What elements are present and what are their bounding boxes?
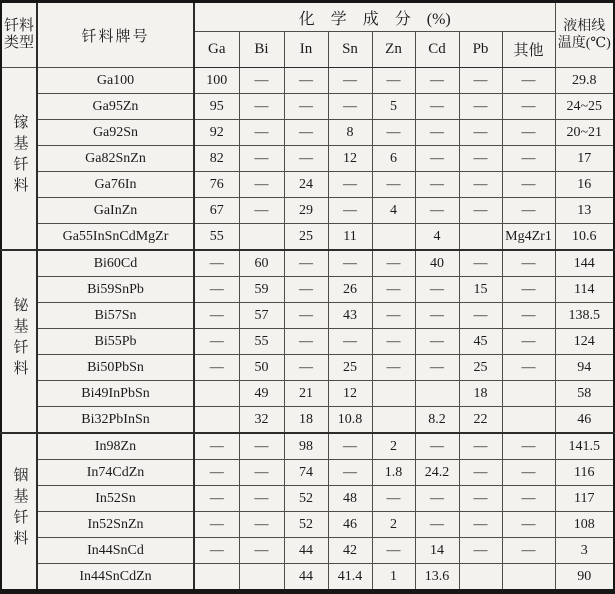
composition-cell: — [372, 120, 415, 146]
composition-cell: — [372, 277, 415, 303]
composition-cell: — [239, 68, 284, 94]
composition-cell: — [239, 172, 284, 198]
composition-cell: — [194, 486, 239, 512]
composition-cell: 25 [284, 224, 328, 251]
temp-cell: 141.5 [555, 433, 614, 460]
composition-cell: 57 [239, 303, 284, 329]
table-row [1, 381, 614, 407]
composition-cell [239, 224, 284, 251]
brand-cell: Ga82SnZn [37, 146, 194, 172]
composition-cell: — [502, 68, 555, 94]
composition-cell: — [328, 329, 372, 355]
composition-cell: 48 [328, 486, 372, 512]
brand-cell: Bi49InPbSn [37, 381, 194, 407]
composition-cell: 22 [459, 407, 502, 434]
composition-cell: — [502, 303, 555, 329]
column-header-pb: Pb [459, 32, 502, 68]
table-row [1, 303, 614, 329]
composition-cell: 50 [239, 355, 284, 381]
group-label-text: 铋基钎料 [11, 297, 28, 381]
column-header-sn: Sn [328, 32, 372, 68]
composition-cell: 67 [194, 198, 239, 224]
composition-cell: — [239, 94, 284, 120]
composition-cell: — [194, 250, 239, 277]
brand-cell: In98Zn [37, 433, 194, 460]
composition-cell: — [239, 198, 284, 224]
column-header-ga: Ga [194, 32, 239, 68]
column-header-bi: Bi [239, 32, 284, 68]
brand-cell: Bi55Pb [37, 329, 194, 355]
composition-cell [372, 407, 415, 434]
temp-cell: 108 [555, 512, 614, 538]
composition-cell: — [459, 250, 502, 277]
composition-cell: 95 [194, 94, 239, 120]
composition-cell: 100 [194, 68, 239, 94]
composition-cell: 74 [284, 460, 328, 486]
column-header-liquidus-temperature [555, 2, 614, 68]
composition-cell: Mg4Zr1 [502, 224, 555, 251]
composition-cell: — [459, 94, 502, 120]
brand-cell: Bi59SnPb [37, 277, 194, 303]
composition-cell [502, 564, 555, 592]
composition-cell: 25 [459, 355, 502, 381]
composition-cell [372, 381, 415, 407]
composition-cell: — [415, 94, 459, 120]
composition-cell [459, 224, 502, 251]
composition-cell: — [284, 146, 328, 172]
composition-cell: 76 [194, 172, 239, 198]
composition-cell: — [502, 120, 555, 146]
composition-cell: 82 [194, 146, 239, 172]
composition-cell [194, 564, 239, 592]
table-row [1, 68, 614, 94]
composition-cell: — [502, 355, 555, 381]
composition-cell: 1 [372, 564, 415, 592]
composition-cell: 45 [459, 329, 502, 355]
composition-cell: 46 [328, 512, 372, 538]
composition-cell: — [372, 68, 415, 94]
composition-cell: 92 [194, 120, 239, 146]
composition-cell: — [372, 250, 415, 277]
composition-cell [415, 381, 459, 407]
table-row [1, 224, 614, 251]
temp-header-line2: 温度(℃) [557, 36, 611, 51]
composition-cell: 49 [239, 381, 284, 407]
composition-cell: — [502, 94, 555, 120]
table-row [1, 433, 614, 460]
brand-cell: Bi50PbSn [37, 355, 194, 381]
table-row [1, 277, 614, 303]
composition-cell: 6 [372, 146, 415, 172]
composition-cell: — [284, 303, 328, 329]
composition-cell: 15 [459, 277, 502, 303]
composition-cell: — [459, 172, 502, 198]
composition-cell: — [194, 303, 239, 329]
composition-cell: 60 [239, 250, 284, 277]
composition-cell: — [415, 198, 459, 224]
composition-cell: 5 [372, 94, 415, 120]
brand-cell: Ga92Sn [37, 120, 194, 146]
composition-cell: 42 [328, 538, 372, 564]
composition-cell: — [372, 486, 415, 512]
composition-cell: — [502, 486, 555, 512]
solder-type-line2: 类型 [4, 35, 35, 51]
composition-cell: 8.2 [415, 407, 459, 434]
table-row [1, 146, 614, 172]
group-label-text: 铟基钎料 [11, 467, 28, 551]
composition-cell: — [459, 198, 502, 224]
composition-cell: — [415, 277, 459, 303]
composition-cell: — [239, 486, 284, 512]
composition-cell: — [239, 512, 284, 538]
composition-cell: — [502, 512, 555, 538]
composition-cell: — [372, 538, 415, 564]
composition-cell: — [284, 277, 328, 303]
temp-cell: 117 [555, 486, 614, 512]
temp-cell: 114 [555, 277, 614, 303]
composition-cell [502, 407, 555, 434]
header-row-main [1, 2, 614, 32]
brand-cell: Ga100 [37, 68, 194, 94]
composition-cell: — [194, 433, 239, 460]
composition-cell: — [502, 172, 555, 198]
brand-cell: In44SnCdZn [37, 564, 194, 592]
temp-header-line1: 液相线 [563, 19, 606, 34]
table-row [1, 512, 614, 538]
temp-cell: 138.5 [555, 303, 614, 329]
column-header-solder-type [1, 2, 37, 68]
composition-cell: — [459, 68, 502, 94]
column-header-brand: 钎料牌号 [37, 2, 194, 68]
composition-cell: — [415, 303, 459, 329]
table-row [1, 460, 614, 486]
brand-cell: In52SnZn [37, 512, 194, 538]
composition-cell: — [239, 538, 284, 564]
composition-cell: — [239, 146, 284, 172]
composition-cell: — [284, 94, 328, 120]
composition-cell: — [284, 250, 328, 277]
group-label [1, 250, 37, 433]
composition-cell: 4 [415, 224, 459, 251]
brand-cell: Ga76In [37, 172, 194, 198]
composition-cell [502, 381, 555, 407]
composition-cell: — [502, 277, 555, 303]
composition-cell [194, 381, 239, 407]
column-header-chemical-composition: 化 学 成 分 (%) [194, 2, 555, 32]
brand-cell: In44SnCd [37, 538, 194, 564]
composition-cell: 43 [328, 303, 372, 329]
composition-cell: 26 [328, 277, 372, 303]
brand-cell: In74CdZn [37, 460, 194, 486]
composition-cell: 12 [328, 146, 372, 172]
table-row [1, 120, 614, 146]
composition-cell: — [328, 94, 372, 120]
composition-cell: — [239, 433, 284, 460]
table-row [1, 486, 614, 512]
composition-cell: — [239, 460, 284, 486]
temp-cell: 16 [555, 172, 614, 198]
composition-cell: — [459, 433, 502, 460]
composition-cell: 14 [415, 538, 459, 564]
composition-cell: — [502, 538, 555, 564]
composition-cell: 29 [284, 198, 328, 224]
temp-cell: 24~25 [555, 94, 614, 120]
composition-cell: — [502, 460, 555, 486]
composition-cell: — [284, 329, 328, 355]
temp-cell: 29.8 [555, 68, 614, 94]
composition-cell: 10.8 [328, 407, 372, 434]
temp-cell: 20~21 [555, 120, 614, 146]
column-header-zn: Zn [372, 32, 415, 68]
composition-cell: — [372, 303, 415, 329]
composition-cell: — [328, 198, 372, 224]
table-row [1, 250, 614, 277]
composition-cell: — [194, 329, 239, 355]
brand-cell: Ga55InSnCdMgZr [37, 224, 194, 251]
composition-cell: — [328, 250, 372, 277]
composition-cell: — [194, 460, 239, 486]
composition-cell: — [194, 355, 239, 381]
composition-cell: 18 [459, 381, 502, 407]
table-row [1, 564, 614, 592]
composition-cell: 25 [328, 355, 372, 381]
brand-cell: Ga95Zn [37, 94, 194, 120]
composition-cell: — [328, 172, 372, 198]
table-row [1, 94, 614, 120]
composition-cell [194, 407, 239, 434]
brand-cell: In52Sn [37, 486, 194, 512]
group-label [1, 433, 37, 592]
solder-type-line1: 钎料 [4, 18, 35, 34]
composition-cell: — [502, 433, 555, 460]
composition-cell: 52 [284, 512, 328, 538]
composition-cell: 12 [328, 381, 372, 407]
composition-cell: — [502, 329, 555, 355]
composition-cell: 21 [284, 381, 328, 407]
composition-cell: 18 [284, 407, 328, 434]
composition-cell: 4 [372, 198, 415, 224]
composition-cell: 44 [284, 564, 328, 592]
composition-cell: 13.6 [415, 564, 459, 592]
temp-cell: 144 [555, 250, 614, 277]
composition-cell: — [459, 146, 502, 172]
composition-cell: — [194, 512, 239, 538]
composition-cell: — [502, 250, 555, 277]
composition-cell: 98 [284, 433, 328, 460]
composition-cell: — [502, 198, 555, 224]
composition-cell [372, 224, 415, 251]
composition-cell: — [284, 120, 328, 146]
column-header-cd: Cd [415, 32, 459, 68]
temp-cell: 58 [555, 381, 614, 407]
composition-cell: 55 [239, 329, 284, 355]
composition-cell: 2 [372, 512, 415, 538]
column-header-other: 其他 [502, 32, 555, 68]
composition-cell: 44 [284, 538, 328, 564]
composition-cell: — [284, 355, 328, 381]
composition-cell: 24.2 [415, 460, 459, 486]
composition-cell: 41.4 [328, 564, 372, 592]
composition-cell: — [415, 120, 459, 146]
composition-cell: — [459, 486, 502, 512]
composition-cell: — [328, 68, 372, 94]
composition-cell: — [415, 329, 459, 355]
composition-cell: — [328, 460, 372, 486]
composition-cell: — [459, 120, 502, 146]
composition-cell: — [459, 303, 502, 329]
temp-cell: 90 [555, 564, 614, 592]
table-row [1, 329, 614, 355]
composition-cell: 8 [328, 120, 372, 146]
temp-cell: 124 [555, 329, 614, 355]
brand-cell: GaInZn [37, 198, 194, 224]
composition-cell: — [372, 355, 415, 381]
composition-cell: 32 [239, 407, 284, 434]
composition-cell: — [372, 329, 415, 355]
brand-cell: Bi32PbInSn [37, 407, 194, 434]
composition-cell: — [415, 172, 459, 198]
table-row [1, 172, 614, 198]
temp-cell: 10.6 [555, 224, 614, 251]
composition-cell: — [284, 68, 328, 94]
composition-cell: — [459, 512, 502, 538]
composition-cell: — [328, 433, 372, 460]
table-row [1, 407, 614, 434]
composition-cell: — [415, 512, 459, 538]
temp-cell: 17 [555, 146, 614, 172]
brand-cell: Bi57Sn [37, 303, 194, 329]
composition-cell: 59 [239, 277, 284, 303]
temp-cell: 94 [555, 355, 614, 381]
composition-cell [239, 564, 284, 592]
composition-cell [459, 564, 502, 592]
table-row [1, 538, 614, 564]
temp-cell: 13 [555, 198, 614, 224]
table-row [1, 198, 614, 224]
column-header-in: In [284, 32, 328, 68]
composition-cell: — [459, 538, 502, 564]
composition-cell: — [415, 146, 459, 172]
table-row [1, 355, 614, 381]
composition-cell: 40 [415, 250, 459, 277]
temp-cell: 116 [555, 460, 614, 486]
brand-cell: Bi60Cd [37, 250, 194, 277]
composition-cell: 55 [194, 224, 239, 251]
composition-cell: — [239, 120, 284, 146]
temp-cell: 3 [555, 538, 614, 564]
group-label [1, 68, 37, 251]
temp-cell: 46 [555, 407, 614, 434]
composition-cell: 24 [284, 172, 328, 198]
group-label-text: 镓基钎料 [11, 114, 28, 198]
composition-cell: — [415, 486, 459, 512]
composition-cell: 11 [328, 224, 372, 251]
composition-cell: — [415, 355, 459, 381]
composition-cell: — [194, 277, 239, 303]
composition-cell: 52 [284, 486, 328, 512]
composition-cell: 2 [372, 433, 415, 460]
composition-cell: — [415, 68, 459, 94]
composition-cell: — [502, 146, 555, 172]
composition-cell: — [415, 433, 459, 460]
composition-cell: — [194, 538, 239, 564]
composition-cell: — [459, 460, 502, 486]
composition-cell: — [372, 172, 415, 198]
composition-cell: 1.8 [372, 460, 415, 486]
